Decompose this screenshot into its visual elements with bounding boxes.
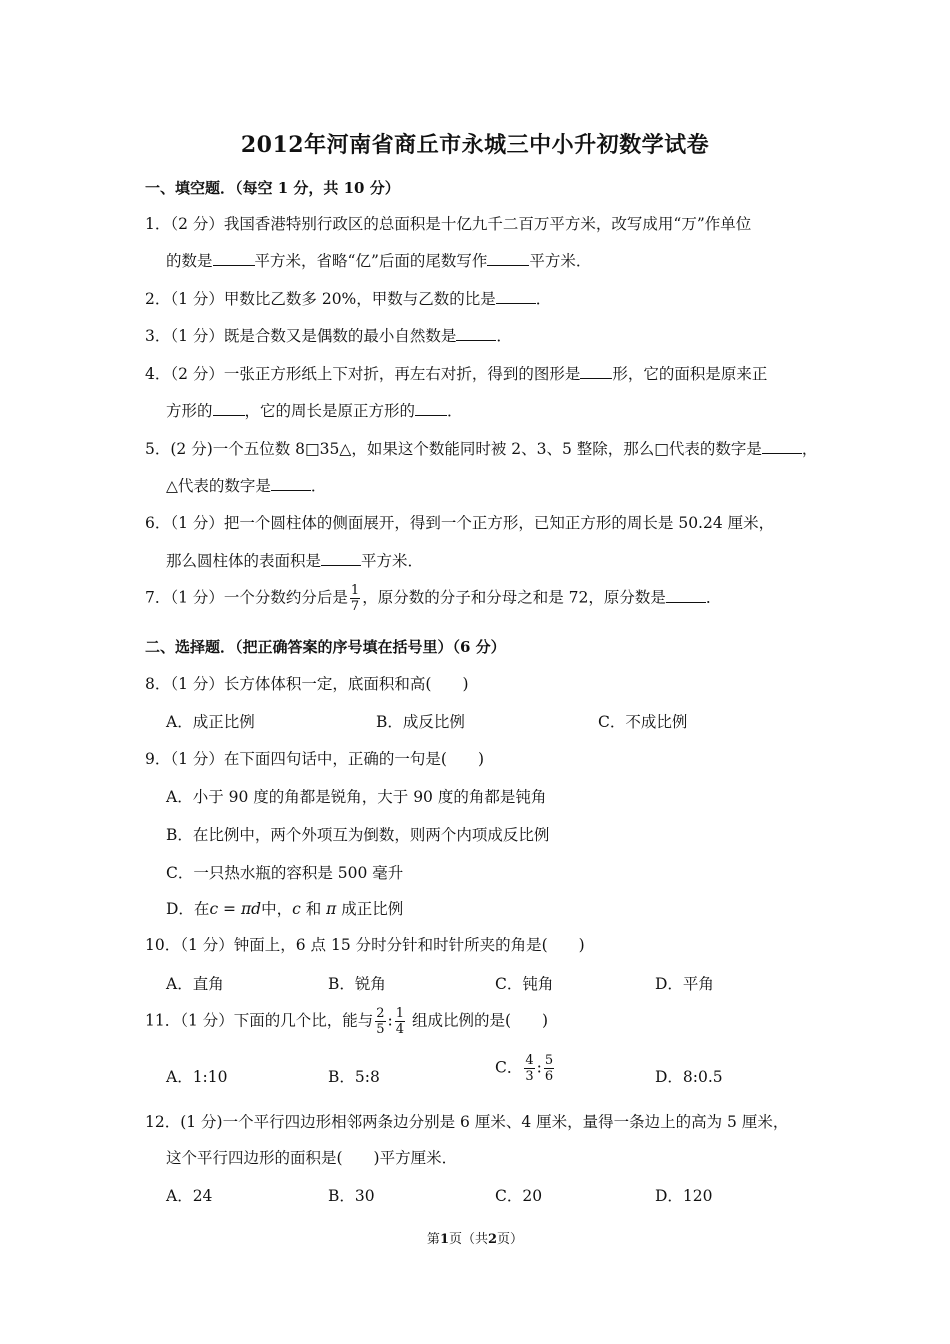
question-6-line-2	[166, 549, 423, 571]
q9-option-d[interactable]	[166, 897, 403, 919]
fraction-denominator: 4	[395, 1022, 405, 1037]
question-6-line-1: 6．（1 分）把一个圆柱体的侧面展开，得到一个正方形，已知正方形的周长是 50.24 厘米，	[145, 514, 775, 532]
question-2	[145, 287, 551, 309]
q12-option-c[interactable]: C．20	[495, 1187, 543, 1205]
q5-text-a: 5．(2 分)一个五位数 8□35△，如果这个数能同时被 2、3、5 整除，那么□代表的数字是	[145, 440, 762, 458]
q12-option-a[interactable]: A．24	[166, 1187, 213, 1205]
question-9: 9．（1 分）在下面四句话中，正确的一句是( )	[145, 750, 484, 768]
answer-blank[interactable]	[487, 251, 529, 266]
q9-d-text-b: 中，	[261, 900, 293, 918]
answer-blank[interactable]	[456, 326, 496, 341]
fraction-numerator: 2	[376, 1006, 385, 1021]
q2-text-a: 2．（1 分）甲数比乙数多 20%，甲数与乙数的比是	[145, 290, 496, 308]
footer-text-a: 第	[426, 1232, 440, 1247]
q10-option-a[interactable]: A．直角	[166, 975, 224, 993]
q4-text-a: 4．（2 分）一张正方形纸上下对折，再左右对折，得到的图形是	[145, 365, 581, 383]
q7-text-a: 7．（1 分）一个分数约分后是	[145, 588, 348, 607]
q1-text-b: 平方米，省略“亿”后面的尾数写作	[254, 252, 488, 270]
q8-option-a[interactable]: A．成正比例	[166, 713, 255, 731]
question-12-line-1: 12．(1 分)一个平行四边形相邻两条边分别是 6 厘米、4 厘米，量得一条边上的高为 5 厘米，	[145, 1113, 789, 1131]
q11-option-a[interactable]: A．1:10	[166, 1068, 228, 1086]
fraction-numerator: 1	[395, 1006, 405, 1021]
q4-text-b: 形，它的面积是原来正	[612, 365, 768, 383]
q10-option-c[interactable]: C．钝角	[495, 975, 554, 993]
page-number: 1	[439, 1232, 449, 1247]
q11-option-b[interactable]: B．5:8	[328, 1068, 380, 1086]
q8-option-b[interactable]: B．成反比例	[376, 713, 465, 731]
fraction-denominator: 6	[544, 1069, 554, 1084]
q9-option-b[interactable]: B．在比例中，两个外项互为倒数，则两个内项成反比例	[166, 826, 550, 844]
question-4-line-1	[145, 362, 767, 384]
fraction-denominator: 5	[376, 1022, 385, 1037]
ratio-colon: :	[387, 1011, 393, 1030]
fraction-denominator: 3	[525, 1069, 534, 1084]
q5-text-b: ，	[801, 440, 818, 458]
q11-text-a: 11．（1 分）下面的几个比，能与	[145, 1011, 374, 1030]
q9-option-c[interactable]: C．一只热水瓶的容积是 500 毫升	[166, 864, 404, 882]
answer-blank[interactable]	[271, 476, 311, 491]
footer-text-c: 页）	[497, 1232, 524, 1247]
q6-text-a: 那么圆柱体的表面积是	[166, 552, 322, 570]
q3-text-a: 3．（1 分）既是合数又是偶数的最小自然数是	[145, 327, 457, 345]
fraction	[544, 1053, 554, 1084]
fraction	[395, 1006, 405, 1037]
q9-d-text-a: D．在	[166, 900, 210, 918]
question-7	[145, 583, 721, 614]
answer-blank[interactable]	[415, 401, 447, 416]
q11-text-b: 组成比例的是( )	[412, 1011, 549, 1030]
answer-blank[interactable]	[321, 551, 361, 566]
page-title: 2012年河南省商丘市永城三中小升初数学试卷	[240, 132, 710, 158]
fraction-one-seventh	[350, 583, 360, 614]
answer-blank[interactable]	[666, 588, 706, 603]
q8-option-c[interactable]: C．不成比例	[598, 713, 688, 731]
fraction	[375, 1006, 385, 1037]
answer-blank[interactable]	[580, 364, 612, 379]
footer-text-b: 页（共	[448, 1232, 488, 1247]
q2-text-b: ．	[535, 290, 552, 308]
total-pages: 2	[488, 1232, 498, 1247]
question-1-line-2	[166, 249, 591, 271]
q11-option-d[interactable]: D．8:0.5	[655, 1068, 723, 1086]
question-12-line-2: 这个平行四边形的面积是( )平方厘米．	[166, 1149, 458, 1167]
q6-text-b: 平方米．	[361, 552, 424, 570]
q4-text-d: ，它的周长是原正方形的	[244, 402, 416, 420]
answer-blank[interactable]	[762, 439, 802, 454]
question-5-line-1	[145, 437, 817, 459]
variable-c: c	[292, 900, 301, 918]
formula: c = πd	[209, 900, 262, 918]
q1-text-a: 的数是	[166, 252, 213, 270]
answer-blank[interactable]	[213, 251, 255, 266]
fraction	[524, 1053, 534, 1084]
q12-option-d[interactable]: D．120	[655, 1187, 713, 1205]
pi-symbol: π	[326, 900, 337, 918]
question-4-line-2	[166, 399, 463, 421]
question-1-line-1: 1．（2 分）我国香港特别行政区的总面积是十亿九千二百万平方米，改写成用“万”作单位	[145, 215, 752, 233]
q1-text-c: 平方米．	[529, 252, 592, 270]
q7-text-b: ，原分数的分子和分母之和是 72，原分数是	[362, 588, 666, 607]
q5-text-d: ．	[310, 477, 327, 495]
q4-text-e: ．	[447, 402, 463, 420]
page-footer	[0, 1228, 950, 1247]
question-5-line-2	[166, 474, 326, 496]
q10-option-b[interactable]: B．锐角	[328, 975, 386, 993]
question-3	[145, 324, 512, 346]
q5-text-c: △代表的数字是	[166, 477, 271, 495]
question-8: 8．（1 分）长方体体积一定，底面积和高( )	[145, 675, 469, 693]
fraction-denominator: 7	[350, 599, 360, 614]
fraction-numerator: 1	[350, 583, 360, 598]
question-11	[145, 1006, 548, 1037]
q9-option-a[interactable]: A．小于 90 度的角都是锐角，大于 90 度的角都是钝角	[166, 788, 547, 806]
q9-d-text-d: 成正比例	[341, 900, 404, 918]
q12-option-b[interactable]: B．30	[328, 1187, 375, 1205]
fraction-numerator: 4	[525, 1053, 534, 1068]
ratio-colon: :	[536, 1058, 542, 1077]
q4-text-c: 方形的	[166, 402, 213, 420]
q7-text-c: ．	[705, 588, 722, 607]
question-10: 10．（1 分）钟面上，6 点 15 分时分针和时针所夹的角是( )	[145, 936, 585, 954]
section-heading-choice: 二、选择题．（把正确答案的序号填在括号里）（6 分）	[145, 638, 506, 656]
q11-option-c[interactable]	[495, 1053, 556, 1084]
q3-text-b: ．	[496, 327, 512, 345]
q10-option-d[interactable]: D．平角	[655, 975, 714, 993]
q9-d-text-c: 和	[305, 900, 322, 918]
fraction-numerator: 5	[544, 1053, 554, 1068]
section-heading-fill-in: 一、填空题．（每空 1 分，共 10 分）	[145, 179, 400, 197]
q11-c-label: C．	[495, 1058, 523, 1077]
answer-blank[interactable]	[213, 401, 245, 416]
answer-blank[interactable]	[496, 289, 536, 304]
